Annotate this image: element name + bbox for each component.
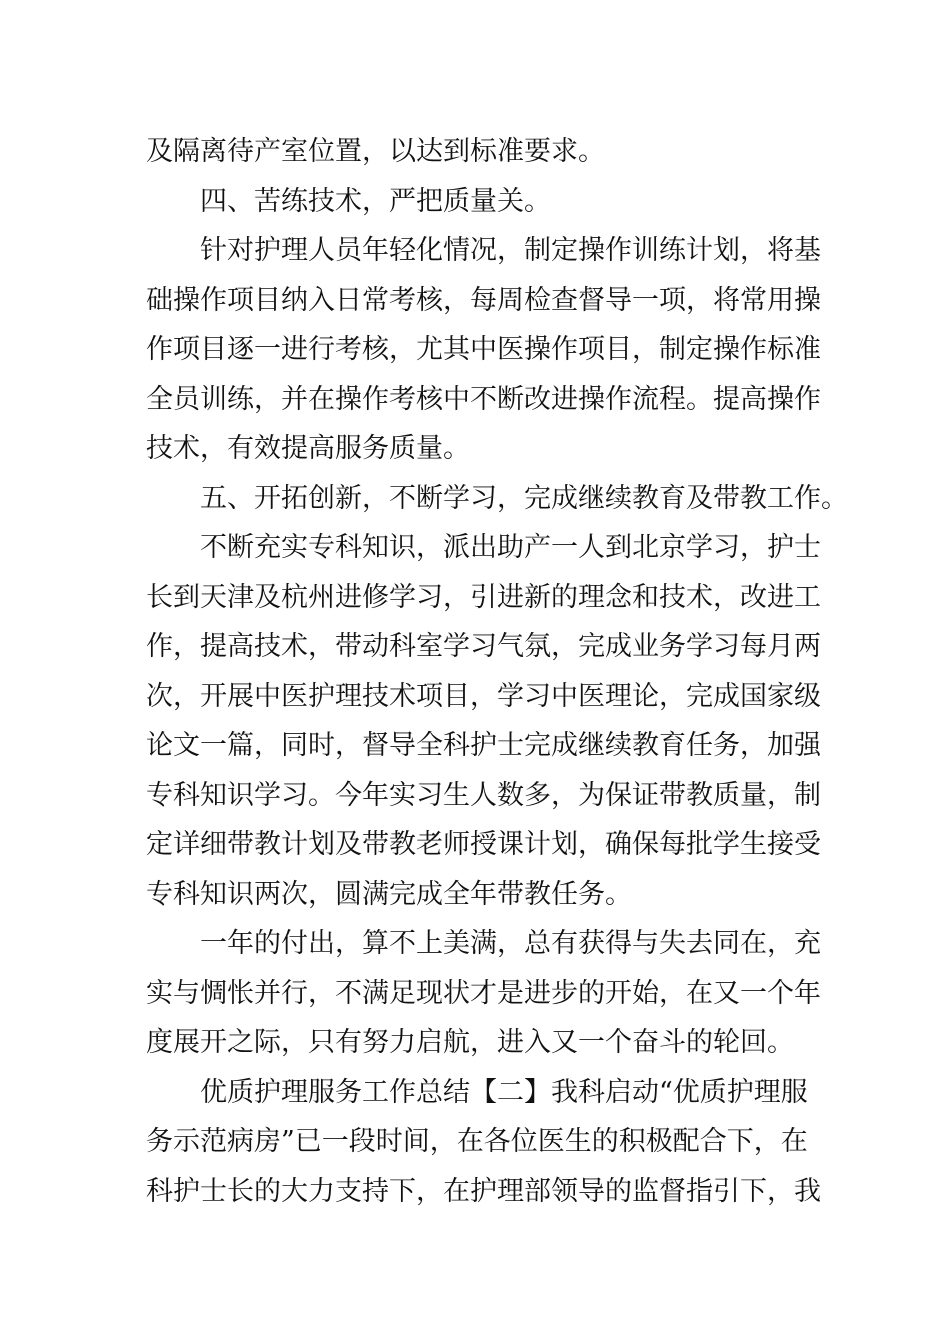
section-heading: 五、开拓创新，不断学习，完成继续教育及带教工作。: [200, 482, 848, 514]
text-line: 础操作项目纳入日常考核，每周检查督导一项，将常用操: [146, 284, 821, 316]
text-line: 定详细带教计划及带教老师授课计划，确保每批学生接受: [146, 829, 821, 860]
text-line: 作项目逐一进行考核，尤其中医操作项目，制定操作标准: [146, 334, 821, 365]
text-line: 作，提高技术，带动科室学习气氛，完成业务学习每月两: [146, 631, 821, 662]
text-line: 论文一篇，同时，督导全科护士完成继续教育任务，加强: [146, 730, 821, 761]
text-line: 技术，有效提高服务质量。: [146, 433, 470, 464]
text-line: 长到天津及杭州进修学习，引进新的理念和技术，改进工: [146, 581, 821, 613]
text-line: 针对护理人员年轻化情况，制定操作训练计划，将基: [200, 235, 821, 266]
text-line: 不断充实专科知识，派出助产一人到北京学习，护士: [200, 532, 821, 563]
text-line: 及隔离待产室位置，以达到标准要求。: [146, 136, 605, 167]
text-line: 一年的付出，算不上美满，总有获得与失去同在，充: [200, 928, 821, 959]
text-line: 优质护理服务工作总结【二】我科启动“优质护理服: [200, 1076, 808, 1108]
text-line: 度展开之际，只有努力启航，进入又一个奋斗的轮回。: [146, 1027, 794, 1058]
text-line: 次，开展中医护理技术项目，学习中医理论，完成国家级: [146, 680, 821, 712]
text-line: 实与惆怅并行，不满足现状才是进步的开始，在又一个年: [146, 977, 821, 1009]
text-line: 科护士长的大力支持下，在护理部领导的监督指引下，我: [146, 1175, 821, 1207]
text-line: 全员训练，并在操作考核中不断改进操作流程。提高操作: [146, 383, 821, 415]
document-body: [146, 127, 848, 1216]
section-heading: 四、苦练技术，严把质量关。: [200, 185, 551, 217]
text-line: 务示范病房”已一段时间，在各位医生的积极配合下，在: [146, 1126, 808, 1157]
text-line: 专科知识学习。今年实习生人数多，为保证带教质量，制: [146, 779, 821, 811]
text-line: 专科知识两次，圆满完成全年带教任务。: [146, 878, 632, 910]
